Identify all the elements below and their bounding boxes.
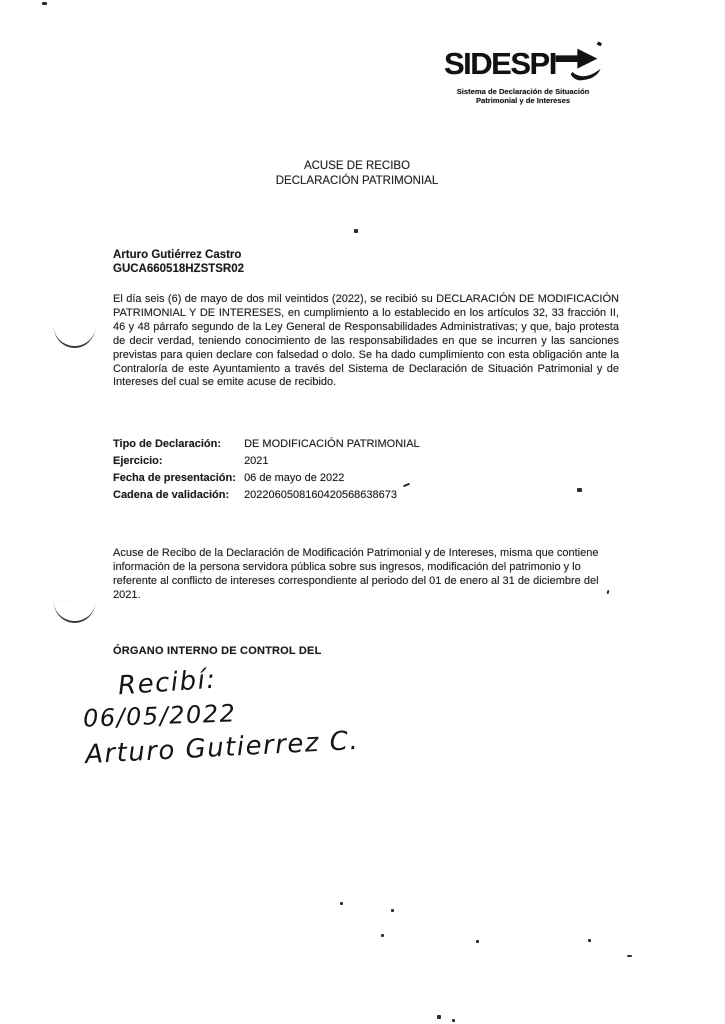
- sidespi-logo: [444, 42, 604, 105]
- scan-speck: [381, 934, 384, 937]
- handwritten-date: 06/05/2022: [82, 699, 237, 733]
- handwritten-received-label: Recibí:: [117, 664, 218, 702]
- scan-speck: [577, 488, 582, 492]
- document-title-line2: DECLARACIÓN PATRIMONIAL: [275, 174, 439, 187]
- field-label-ejercicio: Ejercicio:: [113, 455, 163, 467]
- field-label-cadena: Cadena de validación:: [113, 489, 230, 501]
- logo-subtitle: [444, 87, 602, 105]
- logo-row: [444, 42, 604, 86]
- recipient-block: [113, 249, 244, 276]
- field-row-ejercicio: [113, 455, 420, 472]
- field-value-ejercicio: 2021: [244, 455, 269, 467]
- body-paragraph-1: El día seis (6) de mayo de dos mil veintidos (2022), se recibió su DECLARACIÓN DE MODIFICACIÓN PATRIMONIAL Y DE INTERESES, en cumplimiento a lo establecido en los artículos 32, 33 fracción II, 46 y 48 párrafo segundo de la Ley General de Responsabilidades Administrativas; y que, bajo protesta de decir verdad, teniendo conocimiento de las responsabilidades en que se incurren y las sanciones previstas para quien declare con falsedad o dolo. Se ha dado cumplimiento con esta obligación ante la Contraloría de este Ayuntamiento a través del Sistema de Declaración de Situación Patrimonial y de Intereses del cual se emite acuse de recibido.: [113, 293, 619, 389]
- logo-wordmark: SIDESPI: [444, 46, 556, 81]
- body-paragraph-2: Acuse de Recibo de la Declaración de Modificación Patrimonial y de Intereses, misma que contiene información de la persona servidora pública sobre sus ingresos, modificación del patrimonio y lo referente al conflicto de intereses correspondiente al periodo del 01 de enero al 31 de diciembre del 2021.: [113, 547, 599, 601]
- handwritten-signature-name: Arturo Gutierrez C.: [84, 725, 360, 771]
- scan-speck: [391, 909, 394, 912]
- scan-speck: [354, 229, 358, 233]
- margin-check-mark: [52, 600, 95, 624]
- arrow-swoosh-icon: [554, 38, 604, 86]
- document-title-line1: ACUSE DE RECIBO: [303, 160, 411, 172]
- field-row-tipo: [113, 438, 420, 455]
- field-label-tipo: Tipo de Declaración:: [113, 438, 221, 450]
- scan-speck: [452, 1019, 455, 1022]
- scan-speck: [437, 1015, 441, 1019]
- field-row-fecha: [113, 472, 420, 489]
- recipient-curp: GUCA660518HZSTSR02: [113, 262, 245, 275]
- scan-speck: [476, 940, 479, 943]
- declaration-fields: [113, 438, 420, 506]
- scan-speck: [588, 939, 591, 942]
- logo-subtitle-line1: Sistema de Declaración de Situación: [456, 87, 590, 96]
- recipient-name: Arturo Gutiérrez Castro: [113, 249, 242, 261]
- field-value-cadena: 2022060508160420568638673: [244, 489, 398, 501]
- scan-speck: [42, 2, 47, 5]
- field-value-fecha: 06 de mayo de 2022: [244, 472, 345, 484]
- scan-speck: [627, 955, 632, 957]
- scan-speck: [340, 902, 343, 905]
- field-row-cadena: [113, 489, 420, 506]
- document-title: [0, 159, 714, 188]
- field-value-tipo: DE MODIFICACIÓN PATRIMONIAL: [244, 438, 420, 450]
- logo-subtitle-line2: Patrimonial y de Intereses: [475, 96, 571, 105]
- margin-check-mark: [52, 325, 95, 349]
- internal-control-heading: ÓRGANO INTERNO DE CONTROL DEL: [113, 645, 322, 657]
- field-label-fecha: Fecha de presentación:: [113, 472, 236, 484]
